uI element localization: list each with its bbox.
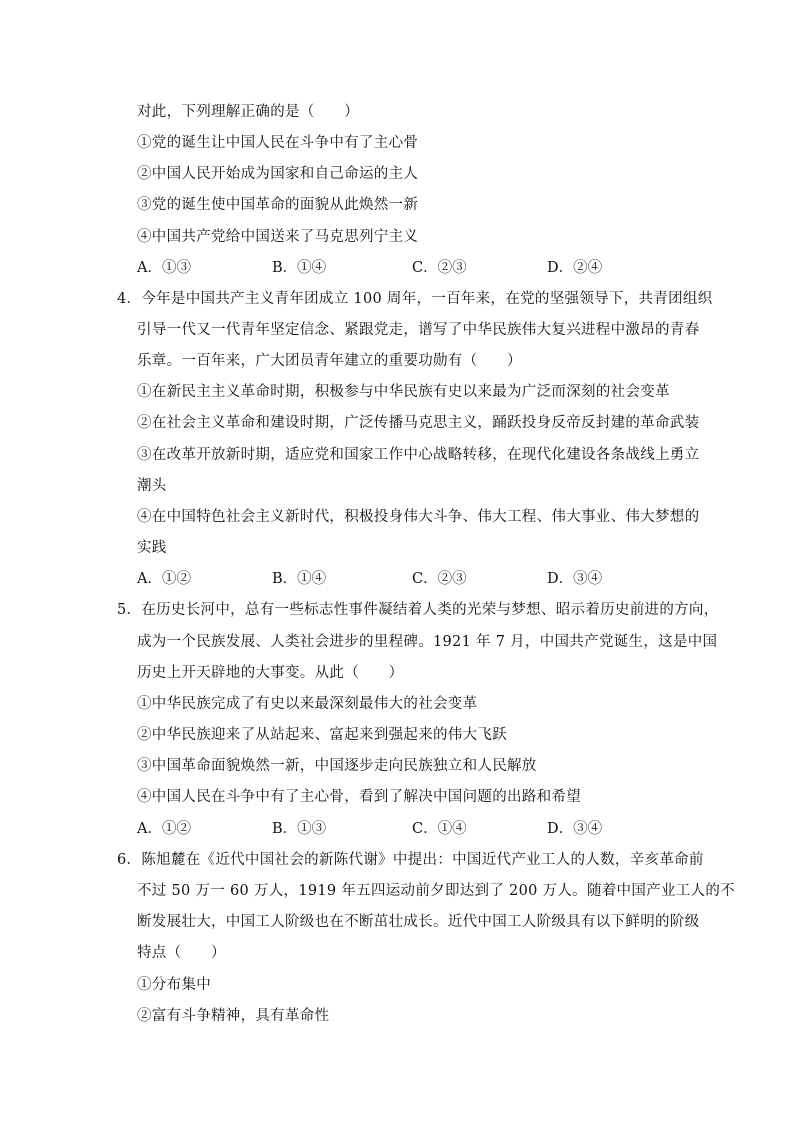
q3-option-3: ③党的诞生使中国革命的面貌从此焕然一新 — [137, 197, 419, 213]
q4-option-4: ④在中国特色社会主义新时代，积极投身伟大斗争、伟大工程、伟大事业、伟大梦想的 — [137, 509, 700, 525]
q6-stem-line-3: 断发展壮大，中国工人阶级也在不断茁壮成长。近代中国工人阶级具有以下鲜明的阶级 — [137, 914, 700, 930]
q5-stem-line-3: 历史上开天辟地的大事变。从此（ ） — [137, 665, 404, 681]
q4-choice-b[interactable]: B．①④ — [272, 571, 327, 587]
q6-stem-line-2: 不过 50 万一 60 万人，1919 年五四运动前夕即达到了 200 万人。随着中国产业工人的不 — [137, 883, 735, 899]
q4-choice-d[interactable]: D．③④ — [547, 571, 603, 587]
q4-option-2: ②在社会主义革命和建设时期，广泛传播马克思主义，踊跃投身反帝反封建的革命武装 — [137, 415, 700, 431]
q4-option-4-cont: 实践 — [137, 540, 167, 556]
q6-option-2: ②富有斗争精神，具有革命性 — [137, 1008, 330, 1024]
q4-stem-line-3: 乐章。一百年来，广大团员青年建立的重要功勋有（ ） — [137, 353, 522, 369]
q4-stem-line-1: 4．今年是中国共产主义青年团成立 100 周年，一百年来，在党的坚强领导下，共青团组织 — [117, 291, 713, 307]
q3-choice-b[interactable]: B．①④ — [272, 260, 327, 276]
q6-option-1: ①分布集中 — [137, 977, 211, 993]
q3-choice-d[interactable]: D．②④ — [547, 260, 603, 276]
q6-stem-line-4: 特点（ ） — [137, 945, 226, 961]
q5-choice-c[interactable]: C．①④ — [412, 821, 467, 837]
q4-stem-line-2: 引导一代又一代青年坚定信念、紧跟党走，谱写了中华民族伟大复兴进程中激昂的青春 — [137, 322, 700, 338]
q5-option-4: ④中国人民在斗争中有了主心骨，看到了解决中国问题的出路和希望 — [137, 789, 581, 805]
q6-stem-line-1: 6．陈旭麓在《近代中国社会的新陈代谢》中提出：中国近代产业工人的人数，辛亥革命前 — [117, 852, 704, 868]
q4-choice-c[interactable]: C．②③ — [412, 571, 467, 587]
q5-choice-a[interactable]: A．①② — [137, 821, 191, 837]
q5-stem-line-2: 成为一个民族发展、人类社会进步的里程碑。1921 年 7 月，中国共产党诞生，这是中国 — [137, 634, 718, 650]
q5-option-1: ①中华民族完成了有史以来最深刻最伟大的社会变革 — [137, 696, 478, 712]
q4-option-3-cont: 潮头 — [137, 478, 167, 494]
q4-option-3: ③在改革开放新时期，适应党和国家工作中心战略转移，在现代化建设各条战线上勇立 — [137, 447, 700, 463]
q5-stem-line-1: 5．在历史长河中，总有一些标志性事件凝结着人类的光荣与梦想、昭示着历史前进的方向， — [117, 602, 719, 618]
q3-option-4: ④中国共产党给中国送来了马克思列宁主义 — [137, 229, 419, 245]
q4-choices — [137, 569, 637, 589]
q5-choice-d[interactable]: D．③④ — [547, 821, 603, 837]
q5-choices — [137, 819, 637, 839]
q5-option-3: ③中国革命面貌焕然一新，中国逐步走向民族独立和人民解放 — [137, 758, 537, 774]
q3-choices — [137, 258, 637, 278]
q3-choice-c[interactable]: C．②③ — [412, 260, 467, 276]
q3-option-2: ②中国人民开始成为国家和自己命运的主人 — [137, 166, 419, 182]
q4-choice-a[interactable]: A．①② — [137, 571, 191, 587]
q4-option-1: ①在新民主主义革命时期，积极参与中华民族有史以来最为广泛而深刻的社会变革 — [137, 384, 670, 400]
q3-stem-tail: 对此，下列理解正确的是（ ） — [137, 104, 359, 120]
q5-choice-b[interactable]: B．①③ — [272, 821, 327, 837]
q5-option-2: ②中华民族迎来了从站起来、富起来到强起来的伟大飞跃 — [137, 727, 507, 743]
q3-option-1: ①党的诞生让中国人民在斗争中有了主心骨 — [137, 135, 419, 151]
q3-choice-a[interactable]: A．①③ — [137, 260, 191, 276]
